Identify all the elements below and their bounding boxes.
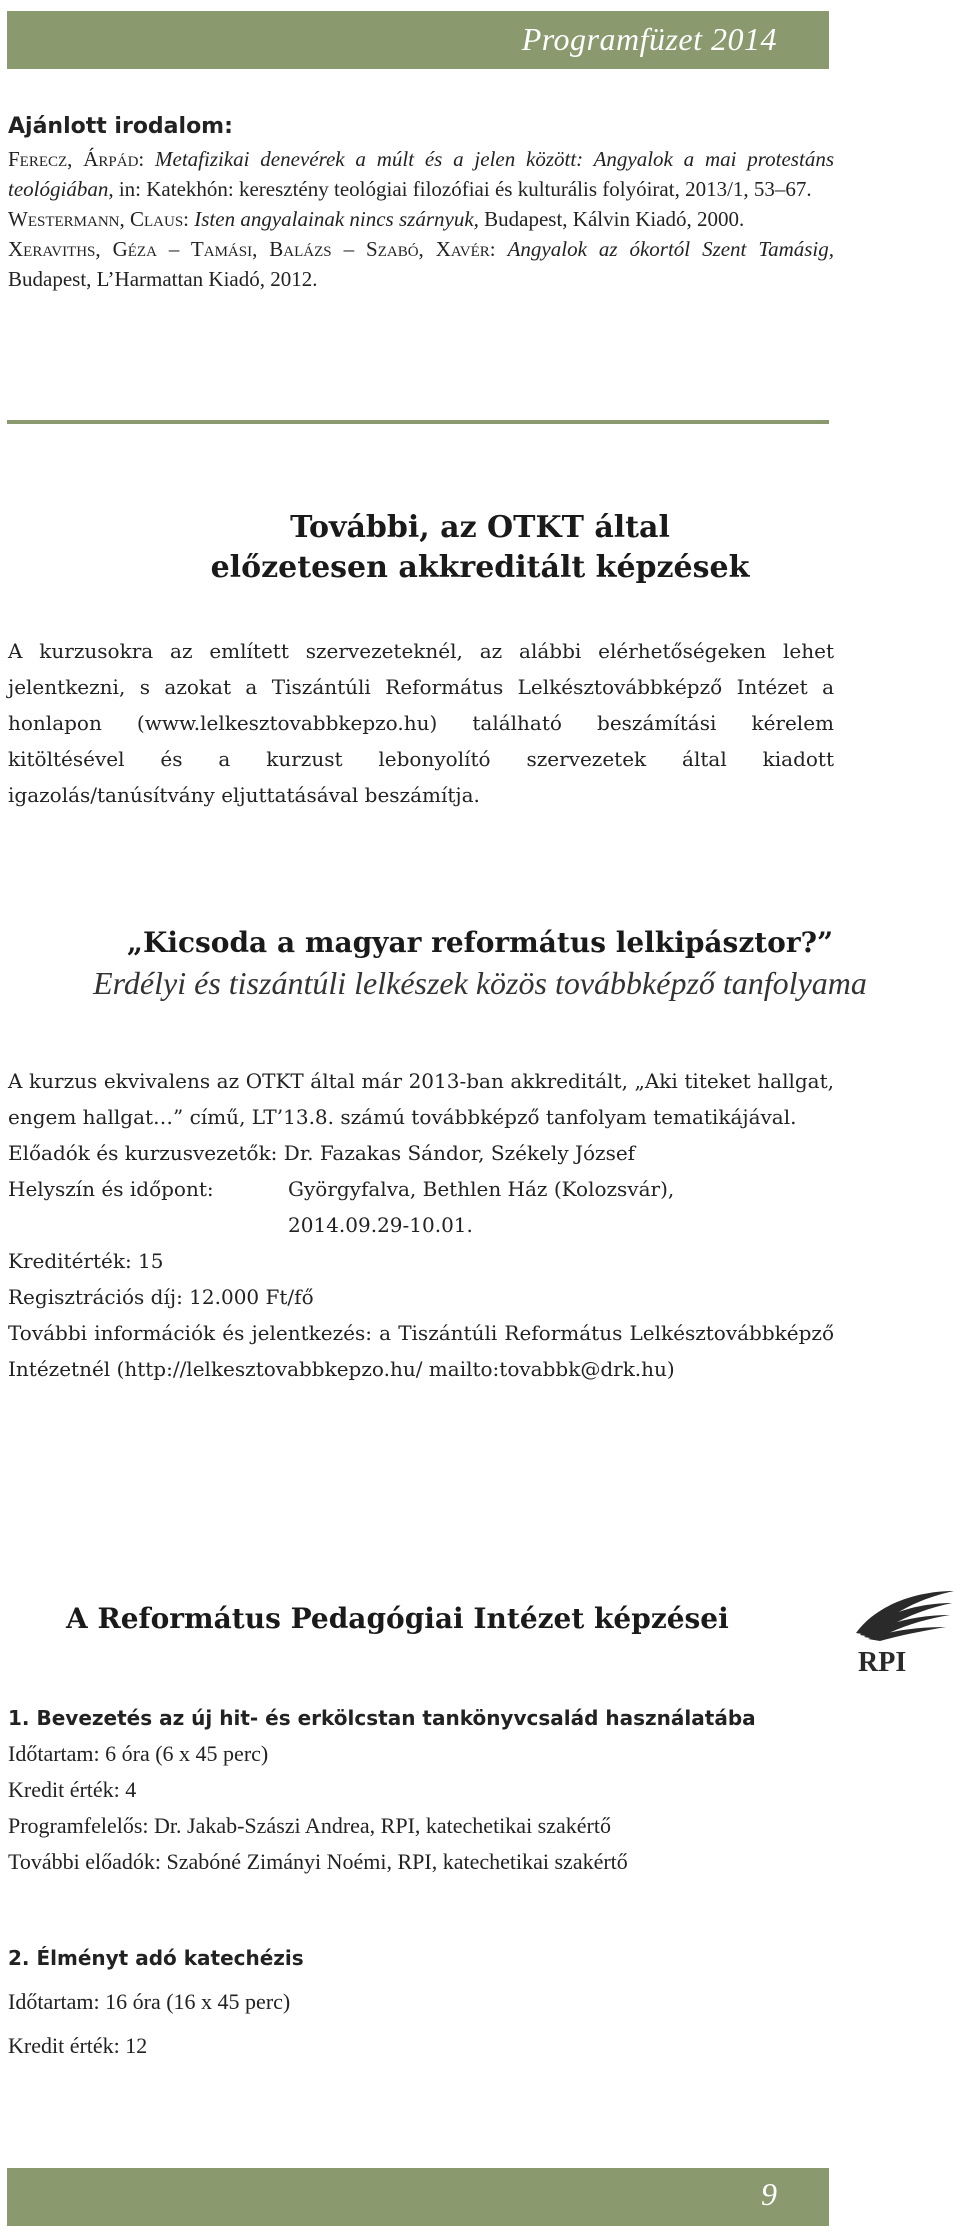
literature-entry (8, 144, 834, 204)
rpi-item-line: Kredit érték: 12 (8, 2033, 148, 2058)
literature-entry (8, 204, 834, 234)
course-intro: A kurzus ekvivalens az OTKT által már 2013-ban akkreditált, „Aki titeket hallgat, engem hallgat…” című, LT’13.8. számú továbbképző tanfolyam tematikájával. (8, 1069, 834, 1129)
rpi-item-line: Kredit érték: 4 (8, 1777, 137, 1802)
rpi-item-title: 1. Bevezetés az új hit- és erkölcstan tankönyvcsalád használatába (8, 1706, 756, 1730)
course-header (0, 924, 960, 1004)
course-title: „Kicsoda a magyar református lelkipásztor?” (126, 926, 834, 959)
rpi-logo-wing-icon (856, 1591, 954, 1641)
rpi-item-title: 2. Élményt adó katechézis (8, 1946, 304, 1970)
otkt-text: A kurzusokra az említett szervezeteknél, az alábbi elérhetőségeken lehet jelentkezni, s azokat a Tiszántúli Református Lelkésztovábbképző Intézet a honlapon (www.lelkesztovabbkepzo.hu) található beszámítási kérelem kitöltésével és a kurzust lebonyolító szervezetek által kiadott igazolás/tanúsítvány eljuttatásával beszámítja. (8, 639, 834, 807)
footer-bar (7, 2168, 829, 2226)
otkt-title-line2: előzetesen akkreditált képzések (210, 550, 750, 585)
otkt-description (8, 633, 834, 813)
rpi-item (8, 1940, 908, 2064)
otkt-title (0, 508, 960, 588)
section-divider (7, 420, 829, 424)
rpi-logo (846, 1585, 956, 1675)
course-subtitle: Erdélyi és tiszántúli lelkészek közös továbbképző tanfolyama (93, 965, 867, 1001)
venue-label: Helyszín és időpont: (8, 1177, 214, 1201)
entry-title: Angyalok az ókortól Szent Tamásig, (507, 237, 835, 261)
otkt-title-line1: További, az OTKT által (290, 510, 670, 545)
course-date: 2014.09.29-10.01. (288, 1213, 473, 1237)
entry-rest: in: Katekhón: keresztény teológiai filozófiai és kulturális folyóirat, 2013/1, 53–67. (113, 177, 812, 201)
course-presenters: Előadók és kurzusvezetők: Dr. Fazakas Sándor, Székely József (8, 1141, 636, 1165)
header-title: Programfüzet 2014 (521, 21, 777, 57)
rpi-item-line: Programfelelős: Dr. Jakab-Szászi Andrea, RPI, katechetikai szakértő (8, 1813, 611, 1838)
header-bar (7, 11, 829, 69)
course-details (8, 1063, 834, 1387)
entry-rest: Budapest, L’Harmattan Kiadó, 2012. (8, 267, 318, 291)
course-credit: Kreditérték: 15 (8, 1249, 164, 1273)
entry-title: Metafizikai denevérek a múlt és a jelen között: Angyalok a mai protestáns teológiában, (8, 147, 834, 201)
rpi-item-line: További előadók: Szabóné Zimányi Noémi, RPI, katechetikai szakértő (8, 1849, 628, 1874)
page-number: 9 (761, 2176, 777, 2212)
literature-section (8, 112, 834, 294)
rpi-title: A Református Pedagógiai Intézet képzései (66, 1602, 729, 1635)
course-venue-row (8, 1171, 834, 1207)
course-info: További információk és jelentkezés: a Tiszántúli Református Lelkésztovábbképző Intézetnél (http://lelkesztovabbkepzo.hu/ mailto:tovabbk@drk.hu) (8, 1321, 834, 1381)
rpi-logo-text: RPI (858, 1647, 907, 1675)
entry-author: Xeraviths, Géza – Tamási, Balázs – Szabó, Xavér: (8, 237, 496, 261)
entry-rest: Budapest, Kálvin Kiadó, 2000. (478, 207, 745, 231)
rpi-item (8, 1700, 908, 1880)
rpi-item-line: Időtartam: 16 óra (16 x 45 perc) (8, 1989, 291, 2014)
venue-value: Györgyfalva, Bethlen Ház (Kolozsvár), (288, 1177, 675, 1201)
entry-title: Isten angyalainak nincs szárnyuk, (194, 207, 479, 231)
entry-author: Ferecz, Árpád: (8, 147, 145, 171)
course-fee: Regisztrációs díj: 12.000 Ft/fő (8, 1285, 314, 1309)
rpi-item-line: Időtartam: 6 óra (6 x 45 perc) (8, 1741, 269, 1766)
entry-author: Westermann, Claus: (8, 207, 190, 231)
literature-heading: Ajánlott irodalom: (8, 114, 233, 139)
literature-entry (8, 234, 834, 294)
